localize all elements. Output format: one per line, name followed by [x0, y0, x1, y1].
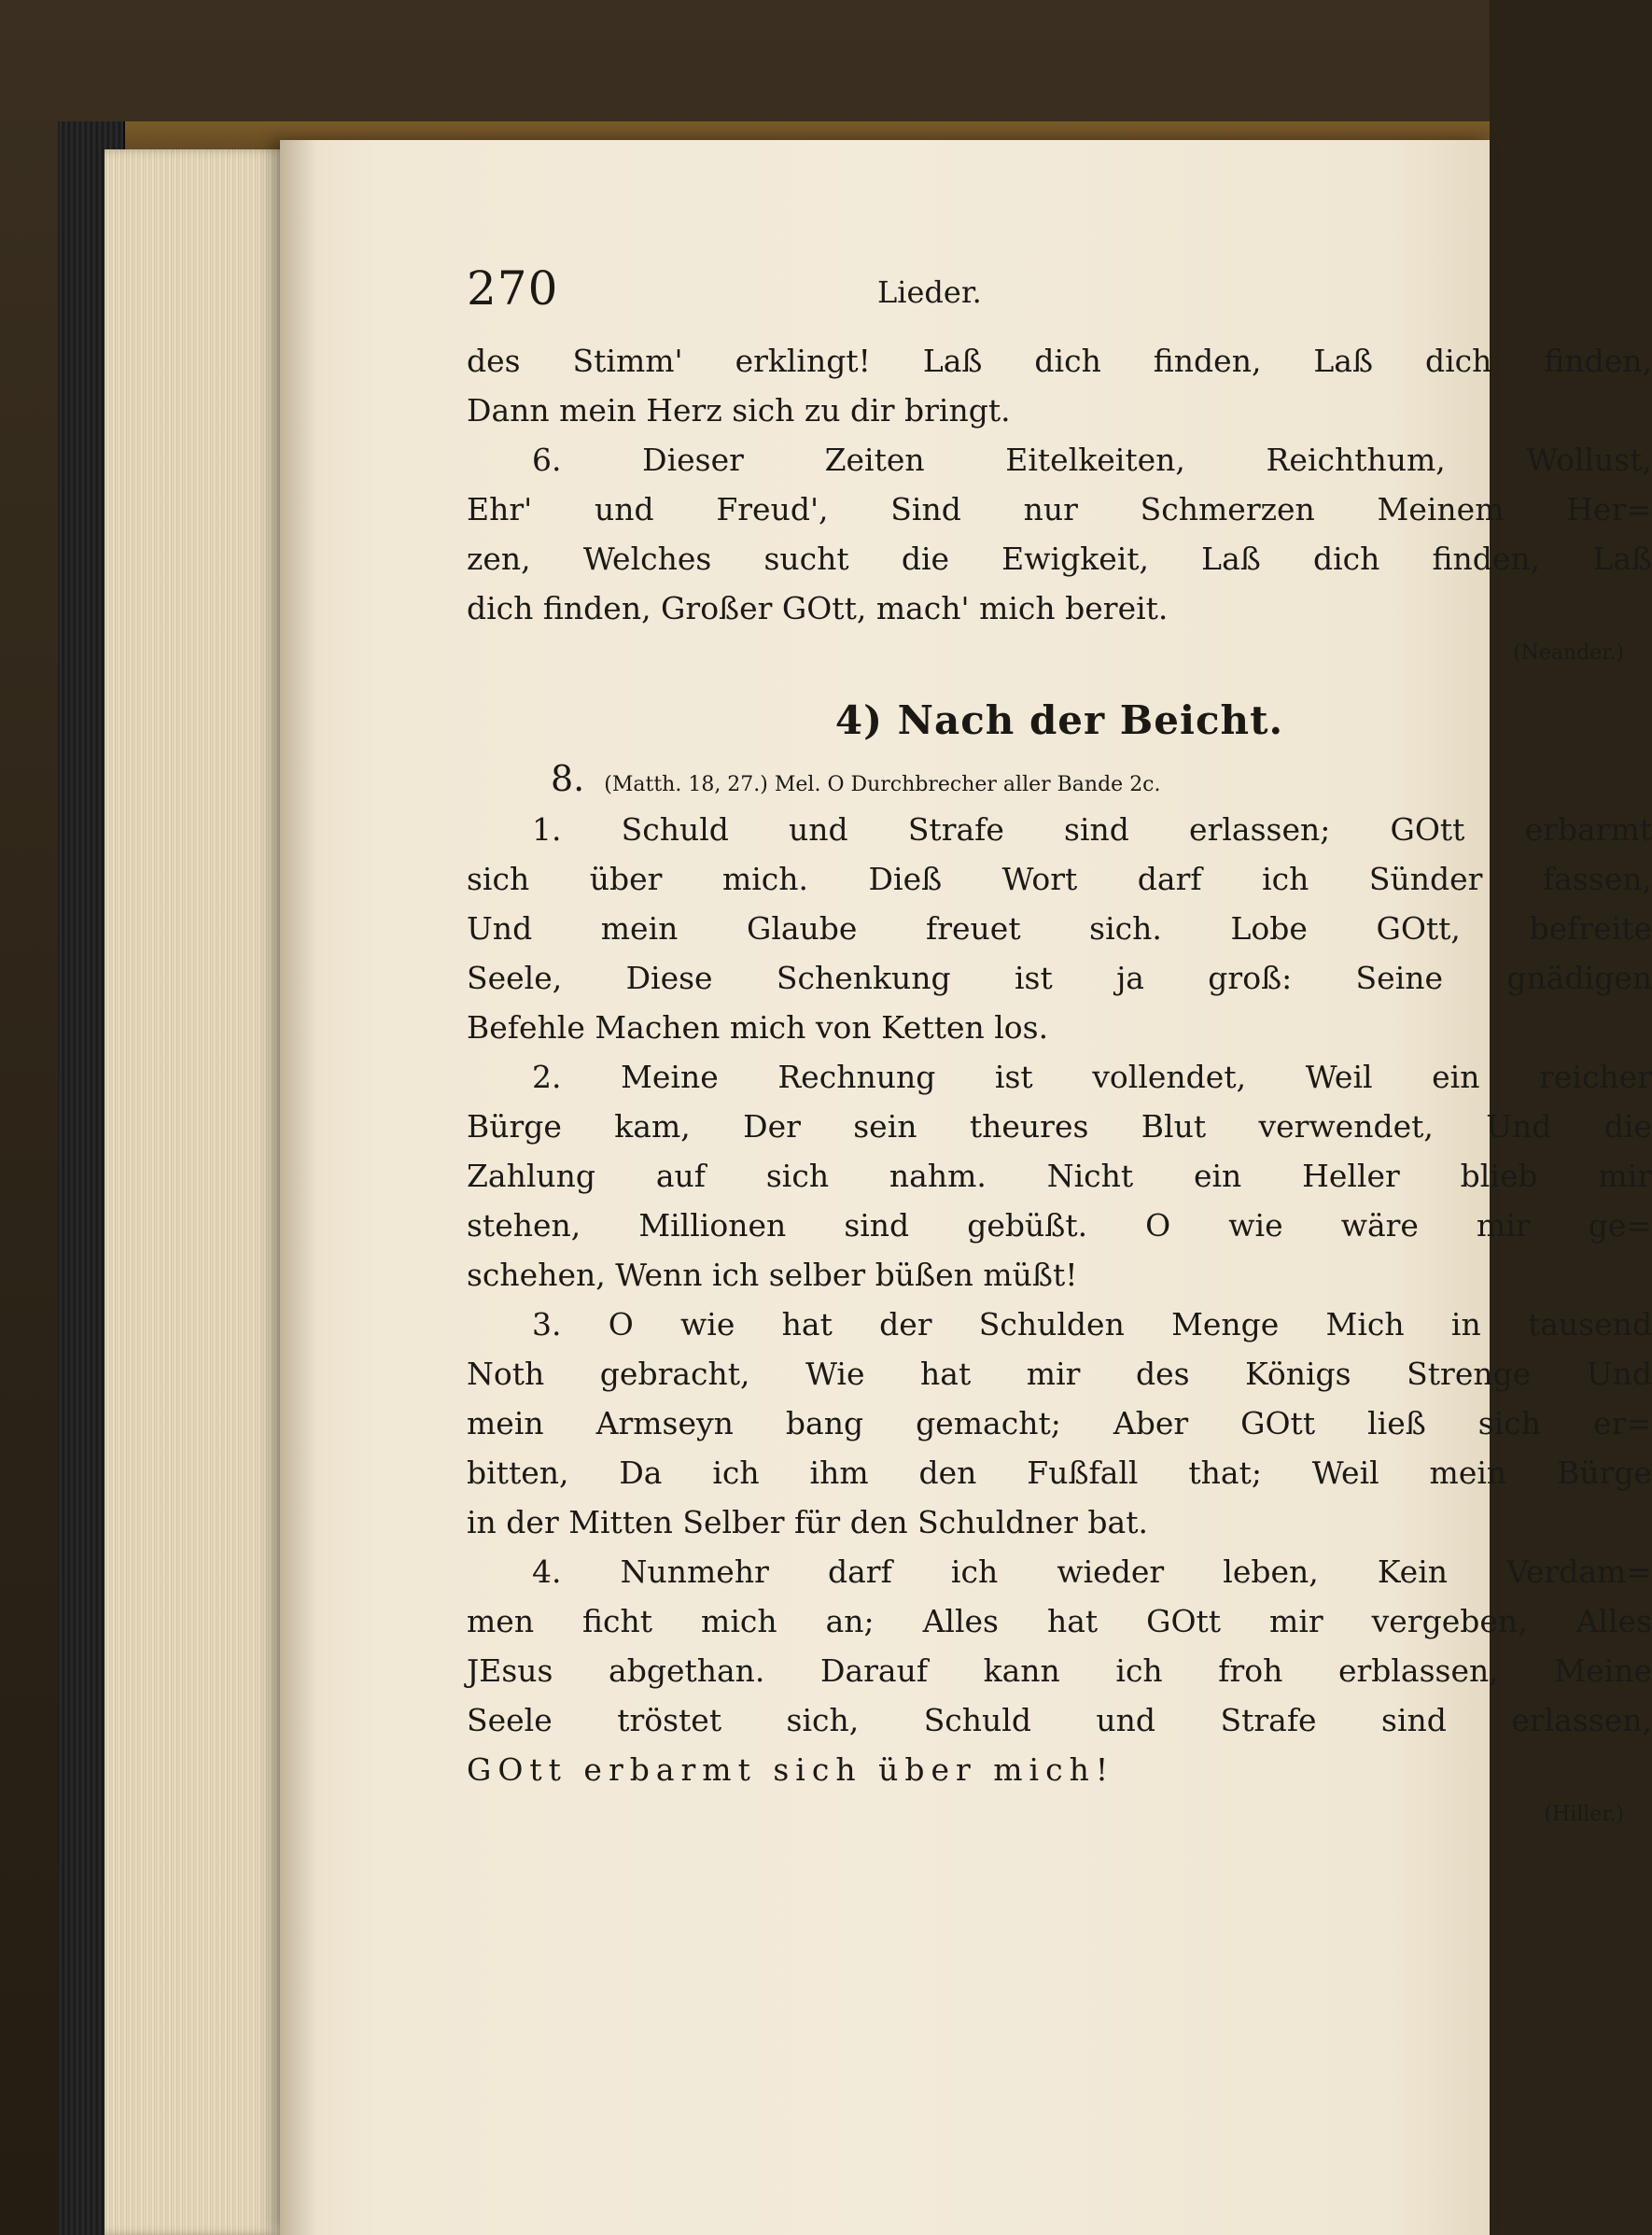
text-line: des Stimm' erklingt! Laß dich finden, Laß dich finden, [467, 343, 1652, 379]
author-attribution: (Hiller.) [1544, 1803, 1624, 1826]
text-line: in der Mitten Selber für den Schuldner bat. [467, 1504, 1148, 1540]
text-line: 1. Schuld und Strafe sind erlassen; GOtt erbarmt [532, 811, 1652, 848]
page-stack-edge [105, 149, 291, 2235]
hymn-header [467, 752, 1652, 805]
text-line: 2. Meine Rechnung ist vollendet, Weil ein reicher [532, 1059, 1652, 1095]
text-line: schehen, Wenn ich selber büßen müßt! [467, 1257, 1078, 1293]
text-line: Bürge kam, Der sein theures Blut verwendet, Und die [467, 1108, 1652, 1145]
text-line: GOtt erbarmt sich über mich! [467, 1751, 1115, 1788]
text-line: Noth gebracht, Wie hat mir des Königs Strenge Und [467, 1356, 1652, 1392]
text-block [467, 261, 1652, 1835]
text-line: 6. Dieser Zeiten Eitelkeiten, Reichthum, Wollust, [532, 442, 1652, 478]
text-line: Ehr' und Freud', Sind nur Schmerzen Meinem Her= [467, 491, 1652, 527]
text-line: mein Armseyn bang gemacht; Aber GOtt ließ sich er= [467, 1405, 1652, 1441]
section-heading: 4) Nach der Beicht. [834, 697, 1284, 743]
text-line: Befehle Machen mich von Ketten los. [467, 1009, 1049, 1046]
text-line: Zahlung auf sich nahm. Nicht ein Heller blieb mir [467, 1158, 1652, 1194]
text-line: zen, Welches sucht die Ewigkeit, Laß dich finden, Laß [467, 541, 1652, 577]
text-line: stehen, Millionen sind gebüßt. O wie wäre mir ge= [467, 1207, 1652, 1244]
book-page [280, 140, 1652, 2235]
running-head-title: Lieder. [877, 274, 982, 310]
text-line: men ficht mich an; Alles hat GOtt mir vergeben, Alles [467, 1603, 1652, 1639]
text-line: dich finden, Großer GOtt, mach' mich bereit. [467, 590, 1169, 626]
hymn-number: 8. [551, 758, 585, 799]
text-line: Seele, Diese Schenkung ist ja groß: Seine gnädigen [467, 960, 1652, 996]
page-number: 270 [467, 261, 559, 316]
text-line: JEsus abgethan. Darauf kann ich froh erblassen, Meine [467, 1652, 1652, 1689]
hymn-verses [467, 805, 1652, 1835]
text-line: Seele tröstet sich, Schuld und Strafe sind erlassen, [467, 1702, 1652, 1738]
text-line: Dann mein Herz sich zu dir bringt. [467, 392, 1011, 429]
author-attribution: (Neander.) [1513, 641, 1624, 665]
gutter-shadow [280, 140, 317, 2235]
hymn-continuation [467, 336, 1652, 674]
text-line: sich über mich. Dieß Wort darf ich Sünder fassen, [467, 861, 1652, 897]
text-line: Und mein Glaube freuet sich. Lobe GOtt, befreite [467, 910, 1652, 947]
hymn-reference: (Matth. 18, 27.) Mel. O Durchbrecher aller Bande 2c. [604, 773, 1161, 796]
text-line: bitten, Da ich ihm den Fußfall that; Weil mein Bürge [467, 1455, 1652, 1491]
running-head [467, 261, 1652, 336]
text-line: 3. O wie hat der Schulden Menge Mich in tausend [532, 1306, 1652, 1342]
text-line: 4. Nunmehr darf ich wieder leben, Kein Verdam= [532, 1553, 1652, 1590]
